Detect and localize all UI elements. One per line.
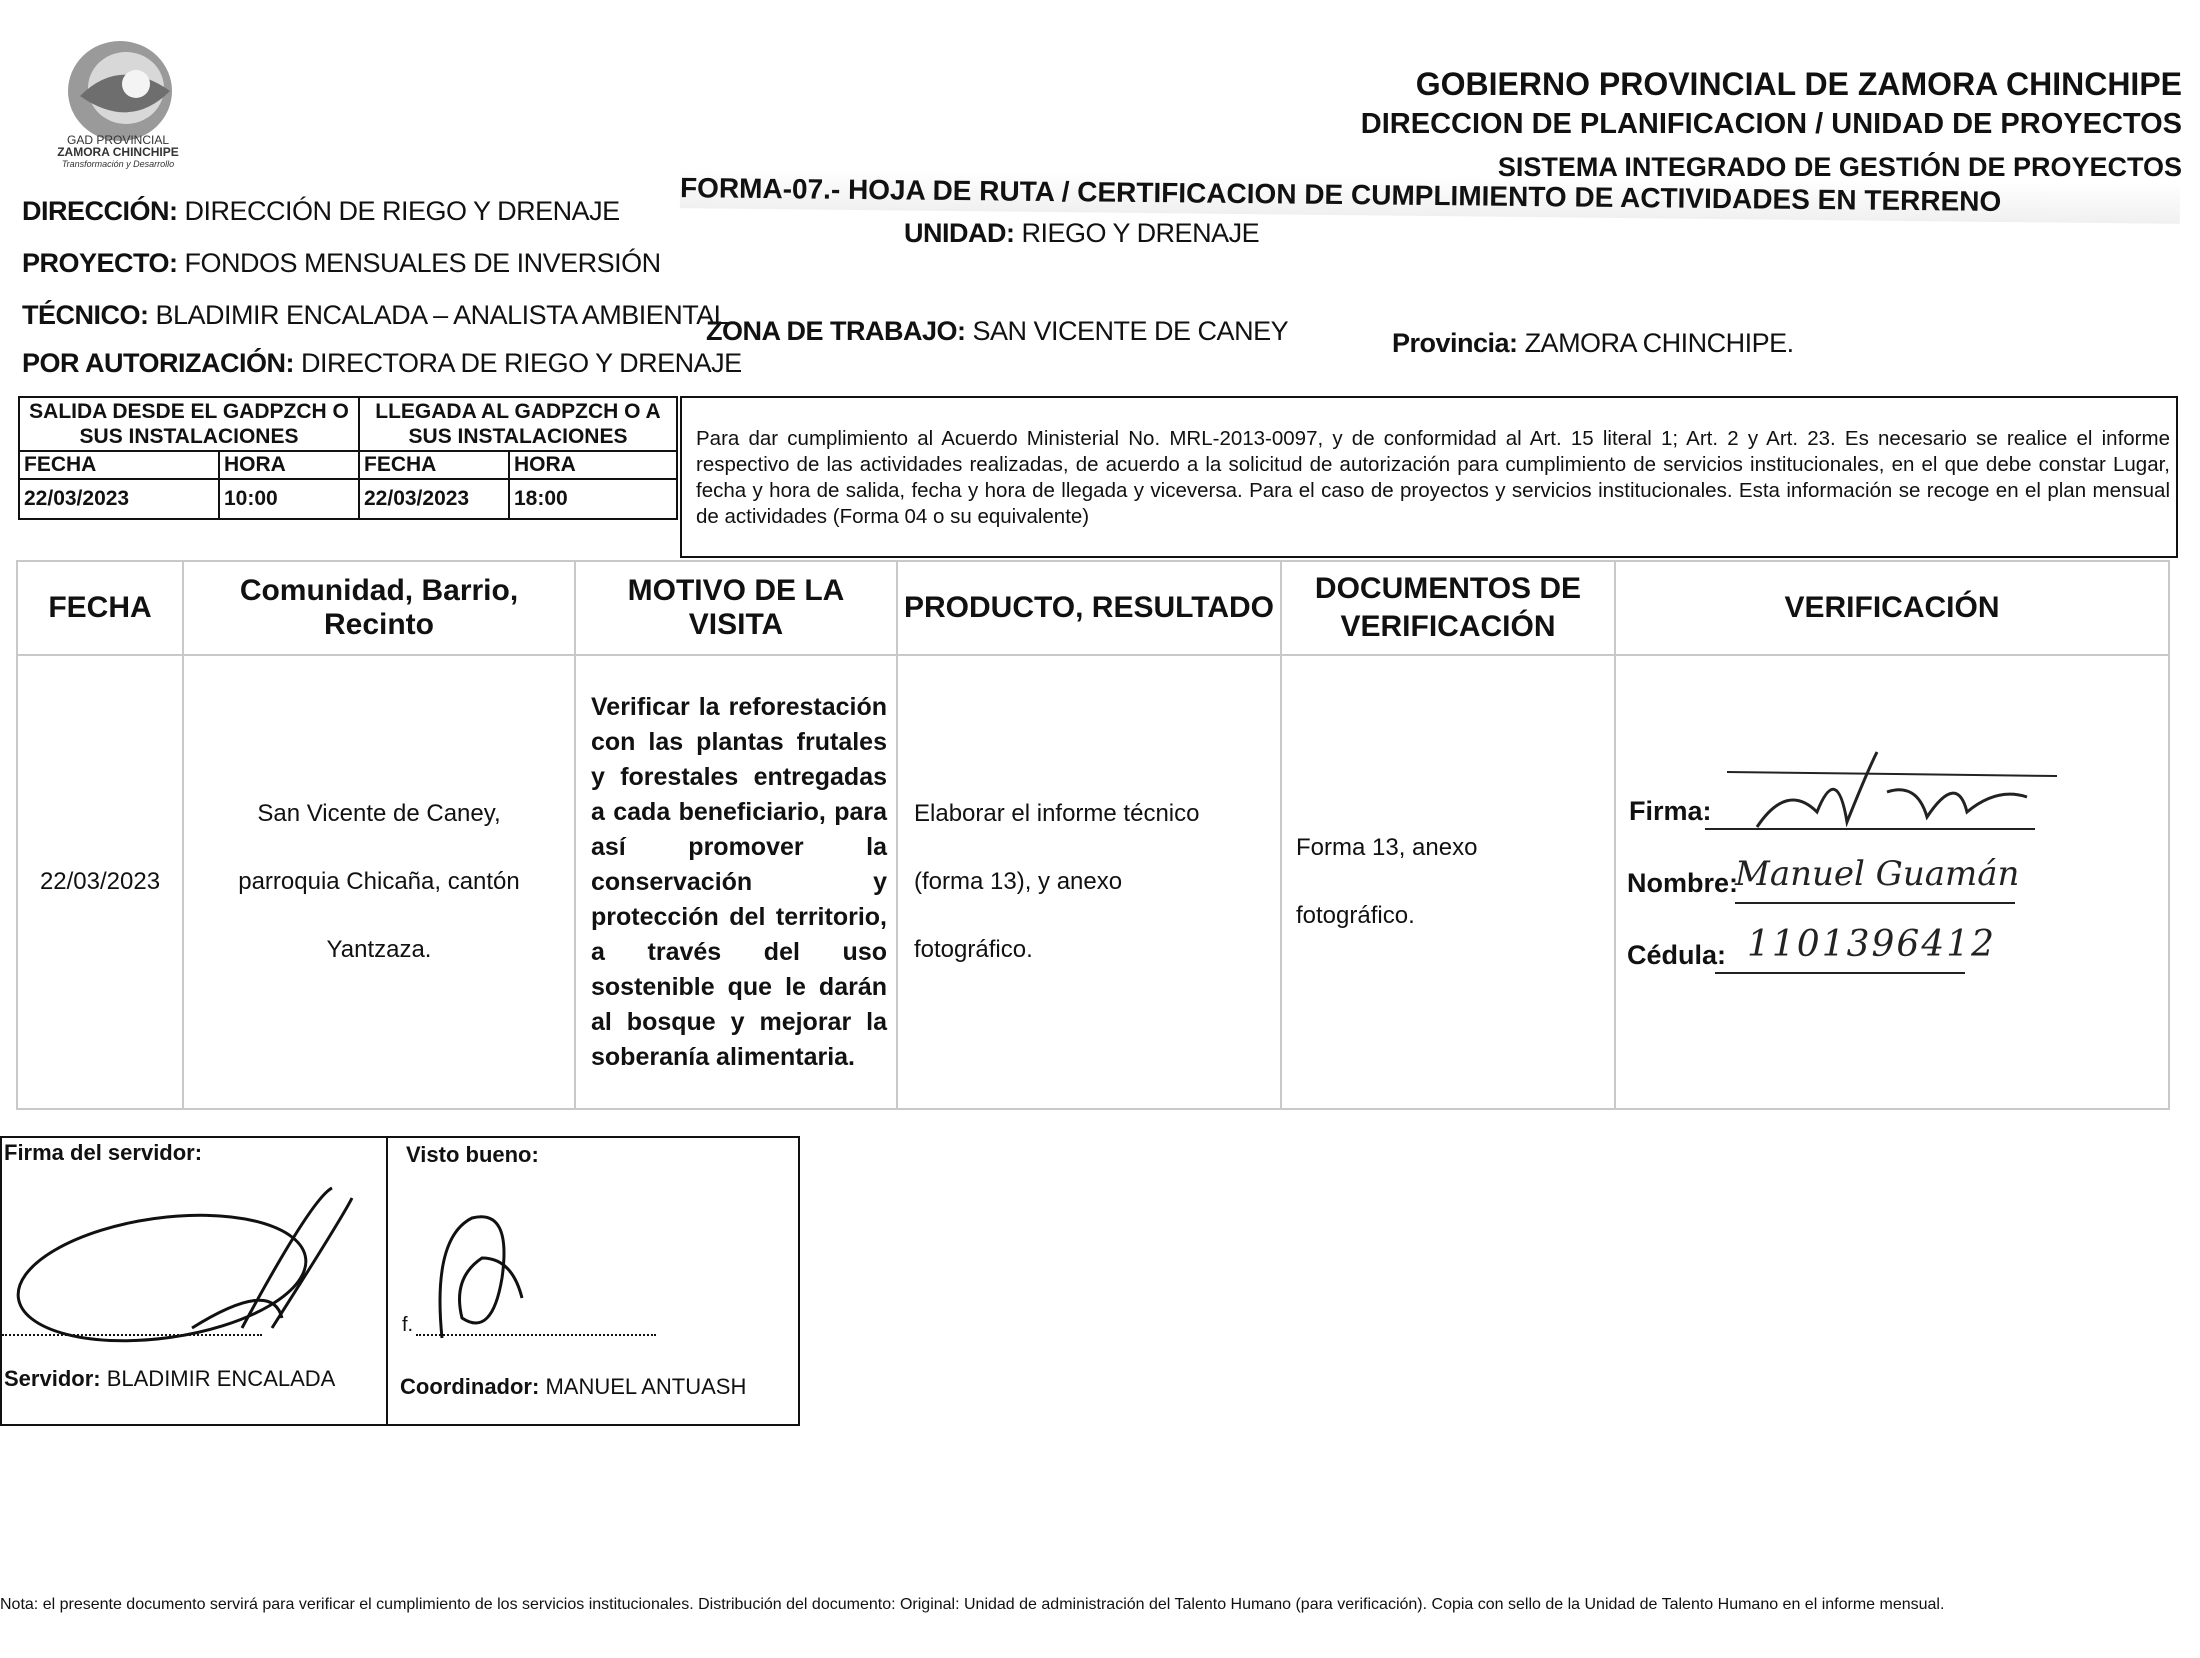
firma-label: Firma: <box>1629 796 1712 826</box>
row-producto: Elaborar el informe técnico (forma 13), y anexo fotográfico. <box>897 655 1281 1109</box>
row-fecha: 22/03/2023 <box>17 655 183 1109</box>
verification-signature <box>1697 742 2077 862</box>
col-fecha: FECHA <box>17 561 183 655</box>
field-zona: ZONA DE TRABAJO: SAN VICENTE DE CANEY <box>706 316 1289 346</box>
col-motivo: MOTIVO DE LA VISITA <box>575 561 897 655</box>
cedula-value: 1101396412 <box>1747 924 1997 965</box>
form-title: FORMA-07.- HOJA DE RUTA / CERTIFICACION DE CUMPLIMIENTO DE ACTIVIDADES EN TERRENO <box>680 168 2180 224</box>
activity-table <box>16 560 2170 1110</box>
row-verificacion <box>1615 655 2169 1109</box>
salida-fecha: 22/03/2023 <box>19 479 219 519</box>
footer-note: Nota: el presente documento servirá para verificar el cumplimiento de los servicios institucionales. Distribución del documento: Original: Unidad de administración del Talento Humano (para verificación). Copia con sello de la Unidad de Talento Humano en el informe mensual. <box>0 1596 1945 1613</box>
llegada-fecha-label: FECHA <box>359 451 509 479</box>
salida-hora-label: HORA <box>219 451 359 479</box>
header-sistema: SISTEMA INTEGRADO DE GESTIÓN DE PROYECTOS <box>1497 152 2182 182</box>
legal-notice: Para dar cumplimiento al Acuerdo Ministerial No. MRL-2013-0097, y de conformidad al Art. 15 literal 1; Art. 2 y Art. 23. Es necesario se realice el informe respectivo de las actividades realizadas, de acuerdo a la solicitud de autorización para cumplimiento de servicios institucionales, en el que debe constar Lugar, fecha y hora de salida, fecha y hora de llegada y viceversa. Para el caso de proyectos y servicios institucionales. Esta información se recoge en el plan mensual de actividades (Forma 04 o su equivalente) <box>680 396 2178 558</box>
field-direccion: DIRECCIÓN: DIRECCIÓN DE RIEGO Y DRENAJE <box>22 196 620 226</box>
nombre-value: Manuel Guamán <box>1735 854 2020 894</box>
field-provincia: Provincia: ZAMORA CHINCHIPE. <box>1392 328 1794 358</box>
field-tecnico: TÉCNICO: BLADIMIR ENCALADA – ANALISTA AMBIENTAL <box>22 300 729 330</box>
salida-header: SALIDA DESDE EL GADPZCH O SUS INSTALACIONES <box>19 397 359 451</box>
field-proyecto: PROYECTO: FONDOS MENSUALES DE INVERSIÓN <box>22 248 661 278</box>
row-motivo: Verificar la reforestación con las plantas frutales y forestales entregadas a cada beneficiario, para así promover la conservación y protección del territorio, a través del uso sostenible que le darán al bosque y mejorar la soberanía alimentaria. <box>575 655 897 1109</box>
field-unidad: UNIDAD: RIEGO Y DRENAJE <box>904 218 1260 248</box>
cedula-label: Cédula: <box>1627 940 1727 970</box>
visto-title: Visto bueno: <box>406 1142 539 1167</box>
header-direccion: DIRECCION DE PLANIFICACION / UNIDAD DE PROYECTOS <box>1360 108 2182 140</box>
salida-fecha-label: FECHA <box>19 451 219 479</box>
col-documentos: DOCUMENTOS DE VERIFICACIÓN <box>1281 561 1615 655</box>
row-documentos: Forma 13, anexo fotográfico. <box>1281 655 1615 1109</box>
coordinador-line: Coordinador: MANUEL ANTUASH <box>400 1374 747 1399</box>
llegada-hora-label: HORA <box>509 451 677 479</box>
salida-hora: 10:00 <box>219 479 359 519</box>
f-label: f. <box>402 1314 414 1336</box>
table-row <box>17 655 2169 1109</box>
servidor-line: Servidor: BLADIMIR ENCALADA <box>4 1366 336 1391</box>
servidor-signature <box>12 1178 382 1358</box>
llegada-header: LLEGADA AL GADPZCH O A SUS INSTALACIONES <box>359 397 677 451</box>
row-comunidad: San Vicente de Caney, parroquia Chicaña, cantón Yantzaza. <box>183 655 575 1109</box>
col-comunidad: Comunidad, Barrio, Recinto <box>183 561 575 655</box>
nombre-label: Nombre: <box>1627 868 1739 898</box>
signature-box <box>0 1136 800 1426</box>
field-autorizacion: POR AUTORIZACIÓN: DIRECTORA DE RIEGO Y DRENAJE <box>22 348 742 378</box>
coordinador-signature <box>422 1198 542 1348</box>
servidor-title: Firma del servidor: <box>4 1140 203 1165</box>
llegada-hora: 18:00 <box>509 479 677 519</box>
col-verificacion: VERIFICACIÓN <box>1615 561 2169 655</box>
llegada-fecha: 22/03/2023 <box>359 479 509 519</box>
col-producto: PRODUCTO, RESULTADO <box>897 561 1281 655</box>
logo-caption: GAD PROVINCIAL ZAMORA CHINCHIPE Transformación y Desarrollo <box>57 133 179 169</box>
header-government: GOBIERNO PROVINCIAL DE ZAMORA CHINCHIPE <box>1415 66 2182 102</box>
travel-table <box>18 396 678 520</box>
